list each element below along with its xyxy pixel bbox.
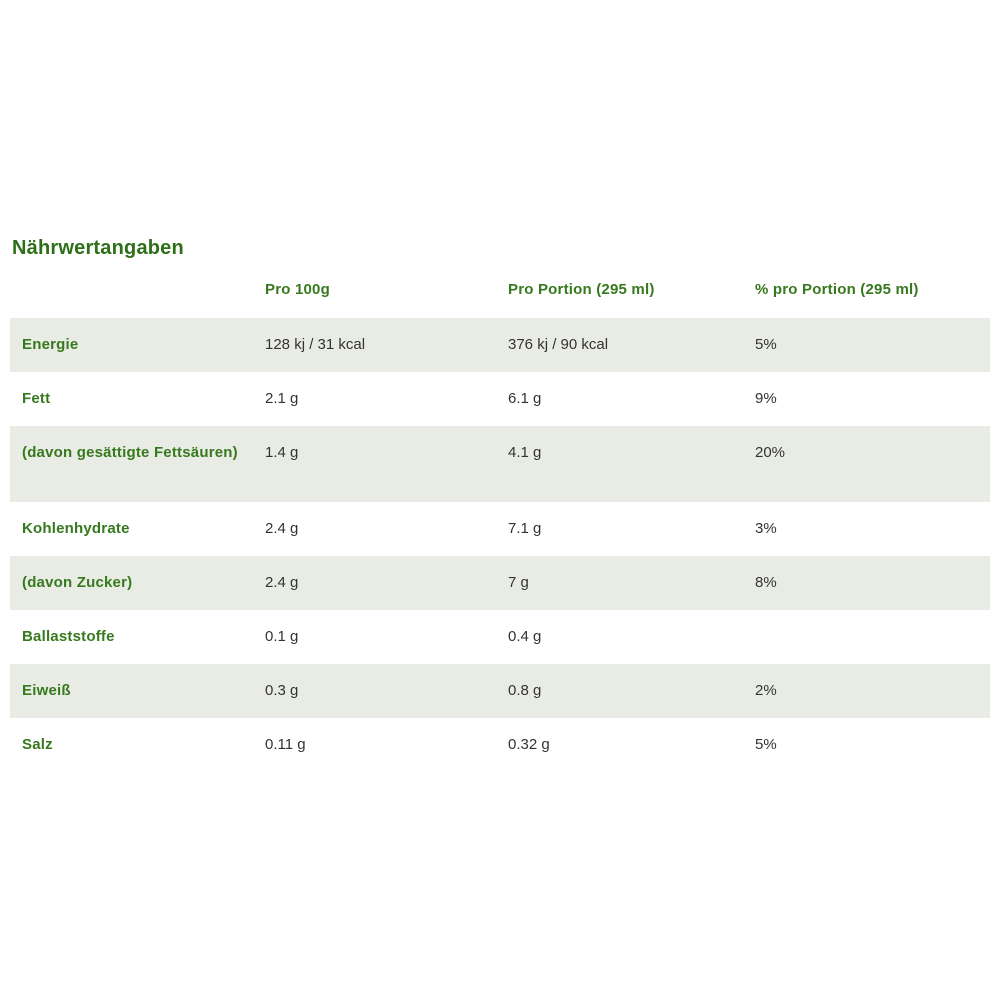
table-row-eiweiss bbox=[10, 664, 990, 718]
value-per-portion: 0.8 g bbox=[508, 682, 542, 699]
value-pct-per-portion: 5% bbox=[755, 736, 777, 753]
header-cell-pct-per-portion: % pro Portion (295 ml) bbox=[755, 281, 919, 298]
table-row-kohlenhydrate bbox=[10, 502, 990, 556]
value-per-100g: 2.1 g bbox=[265, 390, 299, 407]
table-row-zucker bbox=[10, 556, 990, 610]
value-per-portion: 6.1 g bbox=[508, 390, 542, 407]
value-pct-per-portion: 20% bbox=[755, 444, 786, 461]
value-per-100g: 128 kj / 31 kcal bbox=[265, 336, 366, 353]
value-pct-per-portion: 2% bbox=[755, 682, 777, 699]
value-per-portion: 4.1 g bbox=[508, 444, 542, 461]
value-pct-per-portion: 5% bbox=[755, 336, 777, 353]
nutrition-table bbox=[10, 261, 990, 772]
row-label: (davon gesättigte Fettsäuren) bbox=[22, 444, 238, 461]
value-per-portion: 376 kj / 90 kcal bbox=[508, 336, 609, 353]
value-per-portion: 7.1 g bbox=[508, 520, 542, 537]
value-per-portion: 0.4 g bbox=[508, 628, 542, 645]
value-pct-per-portion: 9% bbox=[755, 390, 777, 407]
value-per-100g: 0.11 g bbox=[265, 736, 306, 753]
row-label: (davon Zucker) bbox=[22, 574, 133, 591]
table-row-energie bbox=[10, 318, 990, 372]
value-pct-per-portion: 3% bbox=[755, 520, 777, 537]
table-row-fett bbox=[10, 372, 990, 426]
value-per-100g: 2.4 g bbox=[265, 574, 299, 591]
table-row-salz bbox=[10, 718, 990, 772]
row-label: Salz bbox=[22, 736, 53, 753]
value-per-100g: 1.4 g bbox=[265, 444, 299, 461]
value-pct-per-portion bbox=[755, 610, 990, 627]
page-title: Nährwertangaben bbox=[12, 237, 184, 259]
value-per-portion: 7 g bbox=[508, 574, 529, 591]
table-row-ballaststoffe bbox=[10, 610, 990, 664]
row-label: Eiweiß bbox=[22, 682, 71, 699]
row-label: Ballaststoffe bbox=[22, 628, 115, 645]
row-label: Energie bbox=[22, 336, 79, 353]
table-row-gesaettigte-fettsaeuren bbox=[10, 426, 990, 502]
value-per-portion: 0.32 g bbox=[508, 736, 550, 753]
row-label: Fett bbox=[22, 390, 51, 407]
value-pct-per-portion: 8% bbox=[755, 574, 777, 591]
value-per-100g: 0.3 g bbox=[265, 682, 299, 699]
value-per-100g: 0.1 g bbox=[265, 628, 299, 645]
header-cell-per-portion: Pro Portion (295 ml) bbox=[508, 281, 655, 298]
table-header-row bbox=[10, 261, 990, 318]
header-cell-per-100g: Pro 100g bbox=[265, 281, 330, 298]
value-per-100g: 2.4 g bbox=[265, 520, 299, 537]
row-label: Kohlenhydrate bbox=[22, 520, 130, 537]
